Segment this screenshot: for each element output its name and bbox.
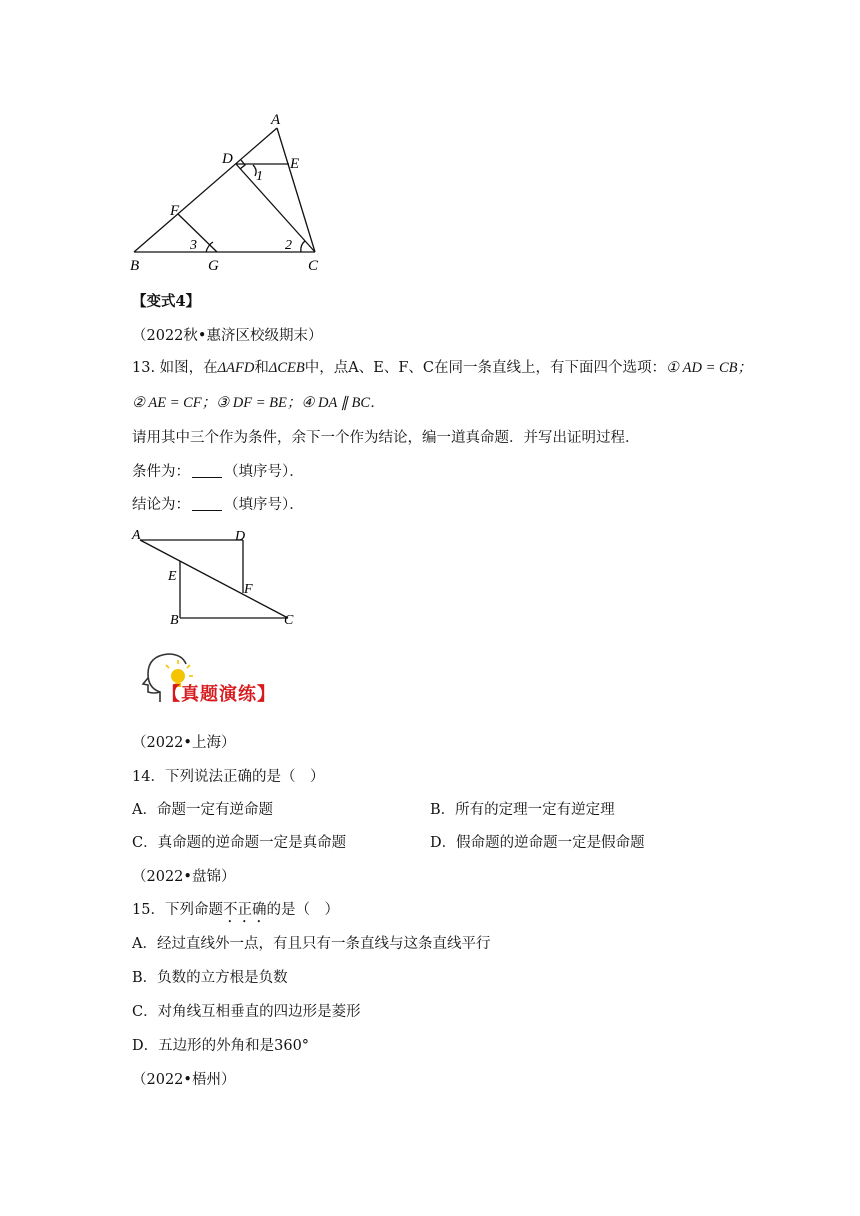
q14-option-d: D．假命题的逆命题一定是假命题 bbox=[430, 835, 645, 851]
angle-2-label: 2 bbox=[285, 238, 292, 253]
q13-prefix: 13. 如图，在 bbox=[132, 360, 218, 376]
fig2-label-C: C bbox=[284, 613, 294, 628]
q14-option-a: A．命题一定有逆命题 bbox=[132, 802, 273, 818]
triangle-figure-1 bbox=[120, 105, 340, 275]
q14-stem: 14．下列说法正确的是（ ） bbox=[132, 769, 325, 785]
angle-1-label: 1 bbox=[256, 169, 263, 184]
conclusion-hint: （填序号）． bbox=[224, 497, 304, 513]
q13-option-3: ③ DF = BE； bbox=[216, 395, 302, 411]
label-E: E bbox=[290, 156, 300, 172]
q13-and: 和 bbox=[254, 360, 269, 376]
angle-3-label: 3 bbox=[190, 238, 197, 253]
condition-label: 条件为： bbox=[132, 464, 190, 480]
label-C: C bbox=[308, 258, 319, 274]
q15-source: （2022•盘锦） bbox=[132, 869, 236, 885]
fig2-label-E: E bbox=[168, 569, 177, 584]
q15-stem-prefix: 15．下列命题 bbox=[132, 902, 223, 918]
label-F: F bbox=[170, 203, 180, 219]
variant4-heading: 【变式4】 bbox=[132, 293, 201, 310]
q13-mid: 中，点A、E、F、C在同一条直线上，有下面四个选项： bbox=[304, 360, 666, 376]
label-A: A bbox=[271, 112, 281, 128]
conclusion-label: 结论为： bbox=[132, 497, 190, 513]
parallel-figure-2 bbox=[128, 525, 308, 630]
conclusion-blank[interactable] bbox=[192, 496, 222, 511]
banner-title: 【真题演练】 bbox=[162, 684, 276, 705]
q13-condition-line bbox=[132, 462, 304, 482]
q14-source: （2022•上海） bbox=[132, 735, 236, 751]
q13-triangle-ceb: ΔCEB bbox=[268, 360, 305, 376]
q15-stem-suffix: 的是（ ） bbox=[266, 902, 339, 918]
q13-triangle-afd: ΔAFD bbox=[217, 360, 255, 376]
q15-option-d: D．五边形的外角和是360° bbox=[132, 1038, 310, 1054]
q13-conclusion-line bbox=[132, 495, 304, 515]
q13-instruction: 请用其中三个作为条件，余下一个作为结论，编一道真命题．并写出证明过程． bbox=[132, 430, 640, 446]
q14-option-c: C．真命题的逆命题一定是真命题 bbox=[132, 835, 347, 851]
q14-option-b: B．所有的定理一定有逆定理 bbox=[430, 802, 615, 818]
q15-stem-emphasis: 不正确 bbox=[222, 902, 267, 918]
q15-option-c: C．对角线互相垂直的四边形是菱形 bbox=[132, 1004, 361, 1020]
fig2-label-B: B bbox=[170, 613, 179, 628]
q13-option-4: ④ DA ∥ BC． bbox=[301, 395, 385, 411]
label-D: D bbox=[222, 151, 233, 167]
q16-source: （2022•梧州） bbox=[132, 1072, 236, 1088]
q13-option-2: ② AE = CF； bbox=[132, 395, 217, 411]
section-banner bbox=[138, 648, 318, 710]
q13-option-1: ① AD = CB； bbox=[666, 360, 753, 376]
q15-stem bbox=[132, 900, 339, 926]
q13-line1 bbox=[132, 358, 752, 378]
label-G: G bbox=[208, 258, 219, 274]
variant4-source: （2022秋•惠济区校级期末） bbox=[132, 328, 323, 344]
fig2-label-A: A bbox=[132, 528, 141, 543]
q13-line2 bbox=[132, 393, 385, 413]
q15-option-a: A．经过直线外一点，有且只有一条直线与这条直线平行 bbox=[132, 936, 491, 952]
condition-blank[interactable] bbox=[192, 463, 222, 478]
label-B: B bbox=[130, 258, 140, 274]
q15-option-b: B．负数的立方根是负数 bbox=[132, 970, 288, 986]
fig2-label-F: F bbox=[244, 582, 253, 597]
condition-hint: （填序号）． bbox=[224, 464, 304, 480]
fig2-label-D: D bbox=[235, 529, 246, 544]
